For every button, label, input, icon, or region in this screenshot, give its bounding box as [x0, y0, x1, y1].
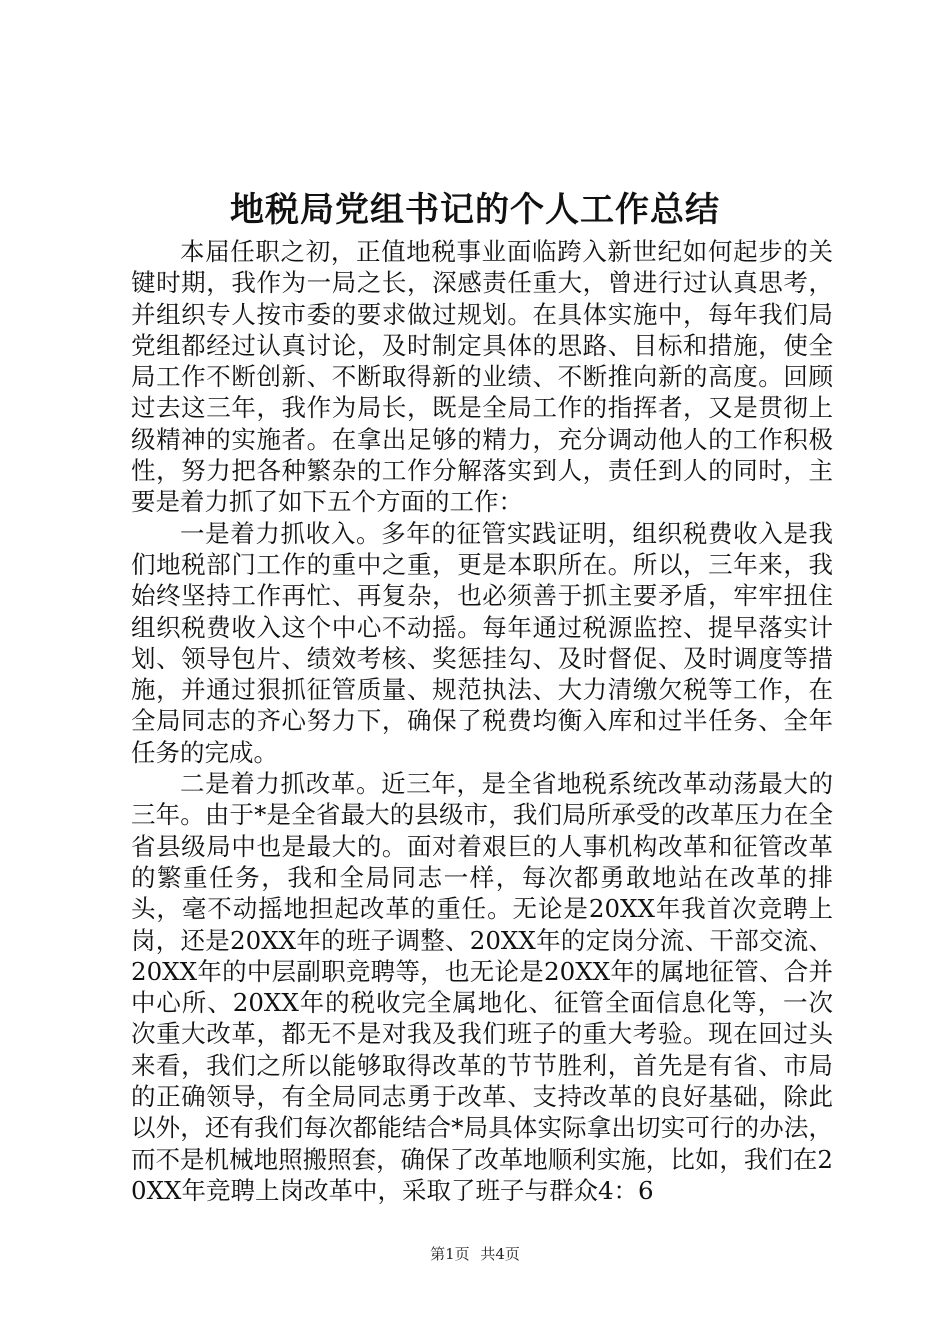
paragraph-reform: 二是着力抓改革。近三年，是全省地税系统改革动荡最大的三年。由于*是全省最大的县级市，我们局所承受的改革压力在全省县级局中也是最大的。面对着艰巨的人事机构改革和征管改革的繁重任务，我和全局同志一样，每次都勇敢地站在改革的排头，毫不动摇地担起改革的重任。无论是20XX年我首次竞聘上岗，还是20XX年的班子调整、20XX年的定岗分流、干部交流、20XX年的中层副职竞聘等，也无论是20XX年的属地征管、合并中心所、20XX年的税收完全属地化、征管全面信息化等，一次次重大改革，都无不是对我及我们班子的重大考验。现在回过头来看，我们之所以能够取得改革的节节胜利，首先是有省、市局的正确领导，有全局同志勇于改革、支持改革的良好基础，除此以外，还有我们每次都能结合*局具体实际拿出切实可行的办法，而不是机械地照搬照套，确保了改革地顺利实施，比如，我们在20XX年竞聘上岗改革中，采取了班子与群众4：6	[131, 769, 833, 1205]
document-body	[131, 236, 833, 1206]
page-footer	[0, 1244, 950, 1264]
page-total: 共4页	[480, 1245, 520, 1263]
paragraph-intro: 本届任职之初，正值地税事业面临跨入新世纪如何起步的关键时期，我作为一局之长，深感责任重大，曾进行过认真思考，并组织专人按市委的要求做过规划。在具体实施中，每年我们局党组都经过认真讨论，及时制定具体的思路、目标和措施，使全局工作不断创新、不断取得新的业绩、不断推向新的高度。回顾过去这三年，我作为局长，既是全局工作的指挥者，又是贯彻上级精神的实施者。在拿出足够的精力，充分调动他人的工作积极性，努力把各种繁杂的工作分解落实到人，责任到人的同时，主要是着力抓了如下五个方面的工作：	[131, 237, 833, 517]
paragraph-revenue: 一是着力抓收入。多年的征管实践证明，组织税费收入是我们地税部门工作的重中之重，更是本职所在。所以，三年来，我始终坚持工作再忙、再复杂，也必须善于抓主要矛盾，牢牢扭住组织税费收入这个中心不动摇。每年通过税源监控、提早落实计划、领导包片、绩效考核、奖惩挂勾、及时督促、及时调度等措施，并通过狠抓征管质量、规范执法、大力清缴欠税等工作，在全局同志的齐心努力下，确保了税费均衡入库和过半任务、全年任务的完成。	[131, 518, 833, 767]
document-title: 地税局党组书记的个人工作总结	[230, 190, 720, 230]
page-number: 第1页	[430, 1245, 470, 1263]
